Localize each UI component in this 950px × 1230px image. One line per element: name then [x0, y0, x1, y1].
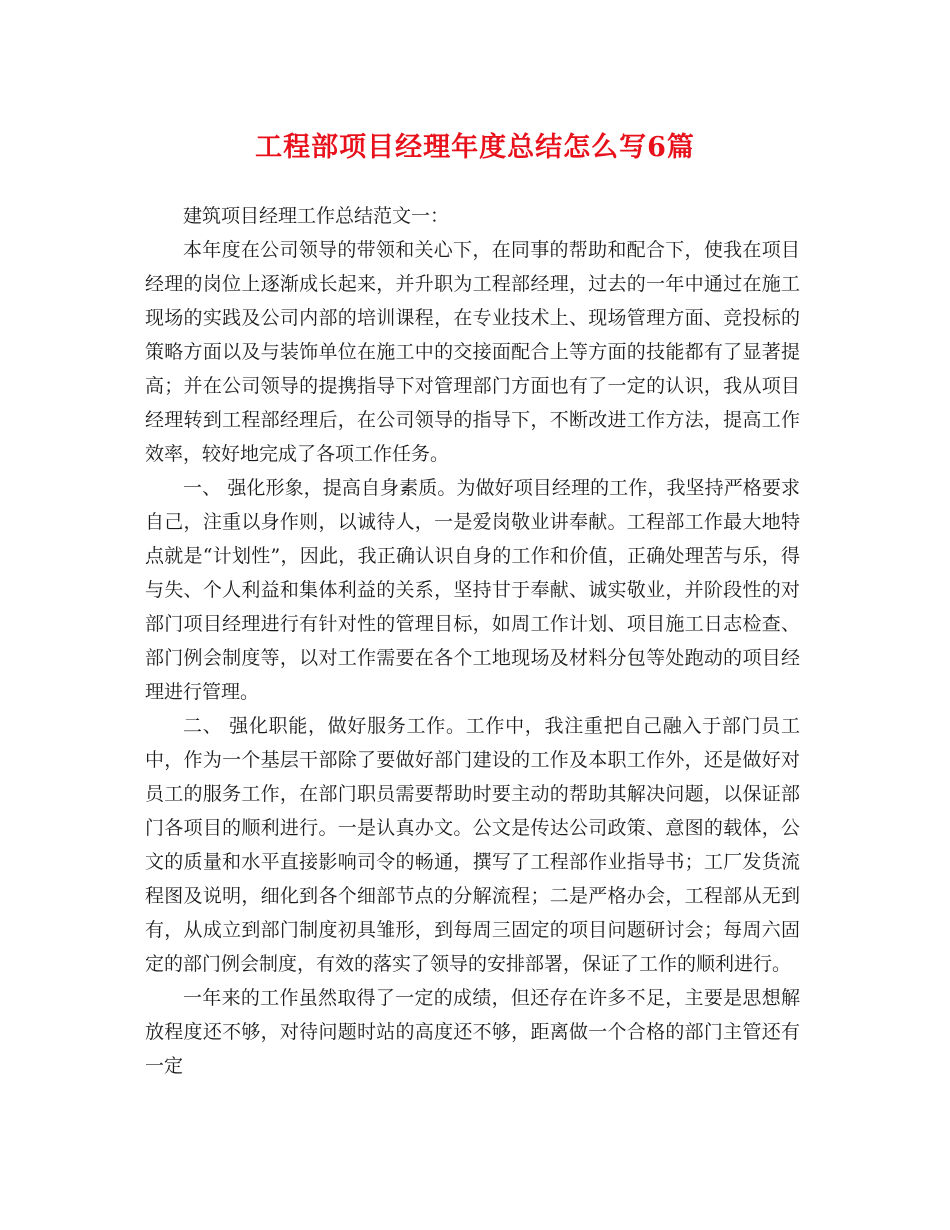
document-title: 工程部项目经理年度总结怎么写6篇 — [255, 132, 695, 163]
paragraph-heading: 建筑项目经理工作总结范文一： — [183, 205, 450, 227]
paragraph: 本年度在公司领导的带领和关心下，在同事的帮助和配合下，使我在项目经理的岗位上逐渐成长起来，并升职为工程部经理，过去的一年中通过在施工现场的实践及公司内部的培训课程，在专业技术上、现场管理方面、竞投标的策略方面以及与装饰单位在施工中的交接面配合上等方面的技能都有了显著提高；并在公司领导的提携指导下对管理部门方面也有了一定的认识，我从项目经理转到工程部经理后，在公司领导的指导下，不断改进工作方法，提高工作效率，较好地完成了各项工作任务。 — [145, 239, 800, 465]
paragraph: 二、 强化职能，做好服务工作。工作中，我注重把自己融入于部门员工中，作为一个基层干部除了要做好部门建设的工作及本职工作外，还是做好对员工的服务工作，在部门职员需要帮助时要主动的帮助其解决问题，以保证部门各项目的顺利进行。一是认真办文。公文是传达公司政策、意图的载体，公文的质量和水平直接影响司令的畅通，撰写了工程部作业指导书；工厂发货流程图及说明，细化到各个细部节点的分解流程；二是严格办会，工程部从无到有，从成立到部门制度初具雏形，到每周三固定的项目问题研讨会；每周六固定的部门例会制度，有效的落实了领导的安排部署，保证了工作的顺利进行。 — [145, 715, 800, 975]
document-body — [145, 199, 800, 1083]
paragraph: 一、 强化形象，提高自身素质。为做好项目经理的工作，我坚持严格要求自己，注重以身作则，以诚待人，一是爱岗敬业讲奉献。工程部工作最大地特点就是“计划性”，因此，我正确认识自身的工作和价值，正确处理苦与乐，得与失、个人利益和集体利益的关系，坚持甘于奉献、诚实敬业，并阶段性的对部门项目经理进行有针对性的管理目标，如周工作计划、项目施工日志检查、部门例会制度等，以对工作需要在各个工地现场及材料分包等处跑动的项目经理进行管理。 — [145, 477, 800, 703]
paragraph: 一年来的工作虽然取得了一定的成绩，但还存在许多不足，主要是思想解放程度还不够，对待问题时站的高度还不够，距离做一个合格的部门主管还有一定 — [145, 987, 800, 1077]
